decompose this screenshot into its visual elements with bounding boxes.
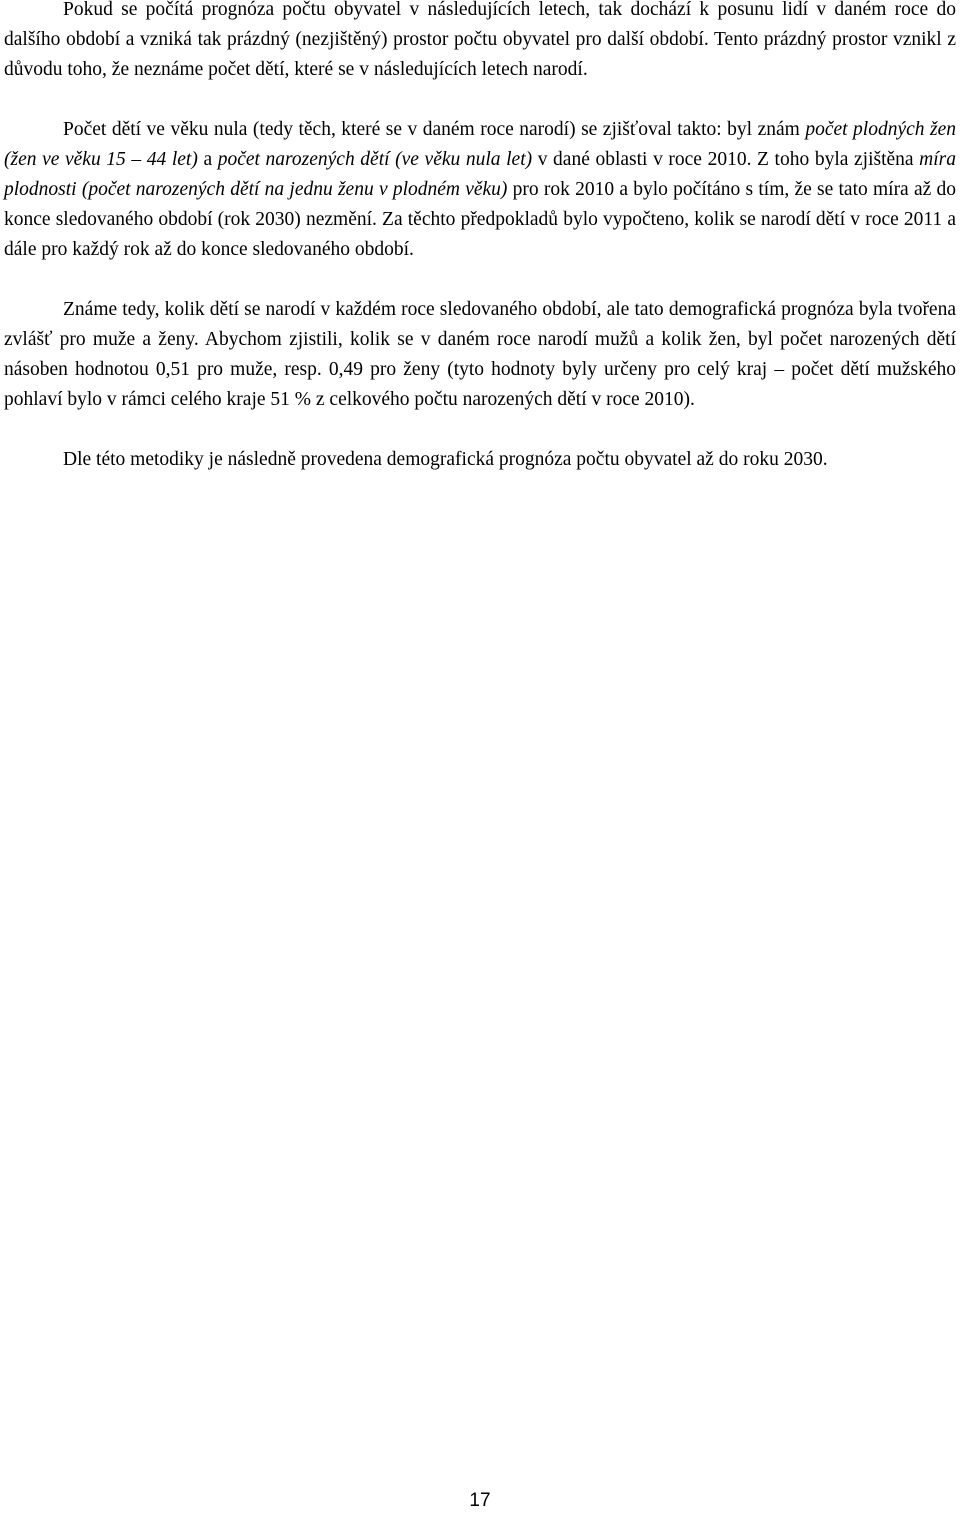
term-born-children: počet narozených dětí (ve věku nula let)	[217, 149, 533, 170]
term-fertile-women: počet plodných žen (žen ve věku 15 – 44 let)	[4, 119, 956, 170]
document-page	[4, 0, 956, 475]
paragraph-forecast-intro: Pokud se počítá prognóza počtu obyvatel v následujících letech, tak dochází k posunu lidí v daném roce do dalšího období a vzniká tak prázdný (nezjištěný) prostor počtu obyvatel pro další období. Tento prázdný prostor vznikl z důvodu toho, že neznáme počet dětí, které se v následujících letech narodí.	[4, 0, 956, 80]
paragraph-birth-method	[4, 115, 956, 265]
paragraph-methodology-conclusion: Dle této metodiky je následně provedena demografická prognóza počtu obyvatel až do roku 2030.	[63, 449, 828, 470]
paragraph-birth-method-text-2: a	[197, 149, 218, 170]
paragraph-birth-method-text-3: v dané oblasti v roce 2010. Z toho byla zjištěna	[532, 149, 920, 170]
paragraph-sex-split: Známe tedy, kolik dětí se narodí v každém roce sledovaného období, ale tato demografická prognóza byla tvořena zvlášť pro muže a ženy. Abychom zjistili, kolik se v daném roce narodí mužů a kolik žen, byl počet narozených dětí násoben hodnotou 0,51 pro muže, resp. 0,49 pro ženy (tyto hodnoty byly určeny pro celý kraj – počet dětí mužského pohlaví bylo v rámci celého kraje 51 % z celkového počtu narozených dětí v roce 2010).	[4, 299, 956, 410]
paragraph-birth-method-text-4: pro rok 2010 a bylo počítáno s tím, že se tato míra až do konce sledovaného období (rok 2030) nezmění. Za těchto předpokladů bylo vypočteno, kolik se narodí dětí v roce 2011 a dále pro každý rok až do konce sledovaného období.	[4, 179, 956, 260]
page-number: 17	[469, 1490, 491, 1511]
term-fertility-rate: míra plodnosti (počet narozených dětí na jednu ženu v plodném věku)	[4, 149, 956, 200]
paragraph-birth-method-text-1: Počet dětí ve věku nula (tedy těch, které se v daném roce narodí) se zjišťoval takto: byl znám	[63, 119, 806, 140]
